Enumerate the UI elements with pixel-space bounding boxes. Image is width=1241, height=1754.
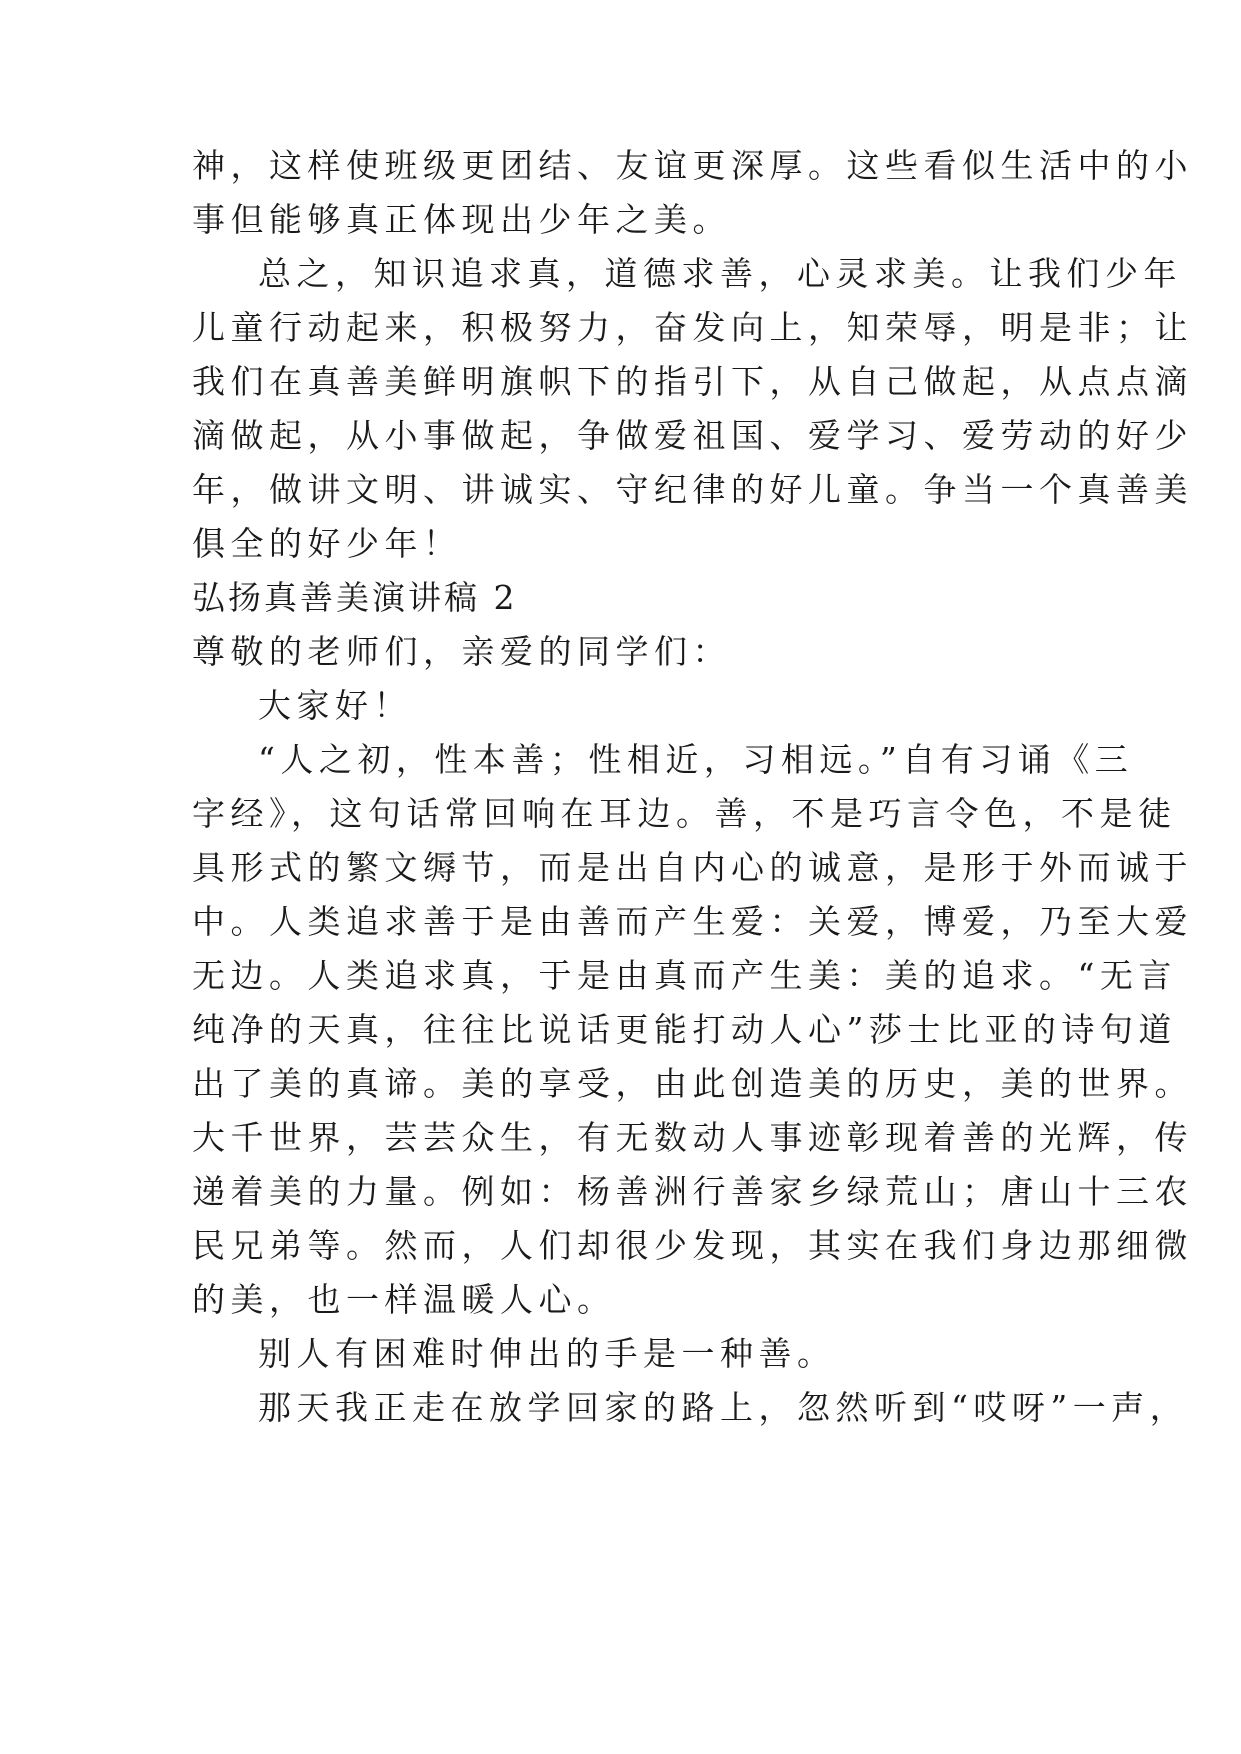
paragraph-line: 神，这样使班级更团结、友谊更深厚。这些看似生活中的小: [192, 146, 1193, 185]
paragraph-line: 字经》，这句话常回响在耳边。善，不是巧言令色，不是徒: [192, 794, 1177, 833]
paragraph-line: 递着美的力量。例如：杨善洲行善家乡绿荒山；唐山十三农: [192, 1172, 1193, 1211]
paragraph-line: 我们在真善美鲜明旗帜下的指引下，从自己做起，从点点滴: [192, 362, 1193, 401]
paragraph-line: 出了美的真谛。美的享受，由此创造美的历史，美的世界。: [192, 1064, 1193, 1103]
paragraph-line: 年，做讲文明、讲诚实、守纪律的好儿童。争当一个真善美: [192, 470, 1193, 509]
section-title: 弘扬真善美演讲稿 2: [192, 578, 518, 617]
paragraph-line: 儿童行动起来，积极努力，奋发向上，知荣辱，明是非；让: [192, 308, 1193, 347]
paragraph-line: 中。人类追求善于是由善而产生爱：关爱，博爱，乃至大爱: [192, 902, 1193, 941]
paragraph-line: 别人有困难时伸出的手是一种善。: [258, 1334, 836, 1373]
paragraph-line: 俱全的好少年！: [192, 524, 462, 563]
paragraph-line: 总之，知识追求真，道德求善，心灵求美。让我们少年: [258, 254, 1182, 293]
paragraph-line: 纯净的天真，往往比说话更能打动人心”莎士比亚的诗句道: [192, 1010, 1177, 1049]
paragraph-line: 滴做起，从小事做起，争做爱祖国、爱学习、爱劳动的好少: [192, 416, 1193, 455]
paragraph-line: 大千世界，芸芸众生，有无数动人事迹彰现着善的光辉，传: [192, 1118, 1193, 1157]
paragraph-line: 具形式的繁文缛节，而是出自内心的诚意，是形于外而诚于: [192, 848, 1193, 887]
greeting: 大家好！: [258, 686, 412, 725]
paragraph-line: 无边。人类追求真，于是由真而产生美：美的追求。“无言: [192, 956, 1177, 995]
paragraph-line: 事但能够真正体现出少年之美。: [192, 200, 731, 239]
paragraph-line: 民兄弟等。然而，人们却很少发现，其实在我们身边那细微: [192, 1226, 1193, 1265]
salutation: 尊敬的老师们，亲爱的同学们：: [192, 632, 731, 671]
paragraph-line: 的美，也一样温暖人心。: [192, 1280, 616, 1319]
paragraph-line: “人之初，性本善；性相近，习相远。”自有习诵《三: [258, 740, 1134, 779]
paragraph-line: 那天我正走在放学回家的路上，忽然听到“哎呀”一声，: [258, 1388, 1189, 1427]
